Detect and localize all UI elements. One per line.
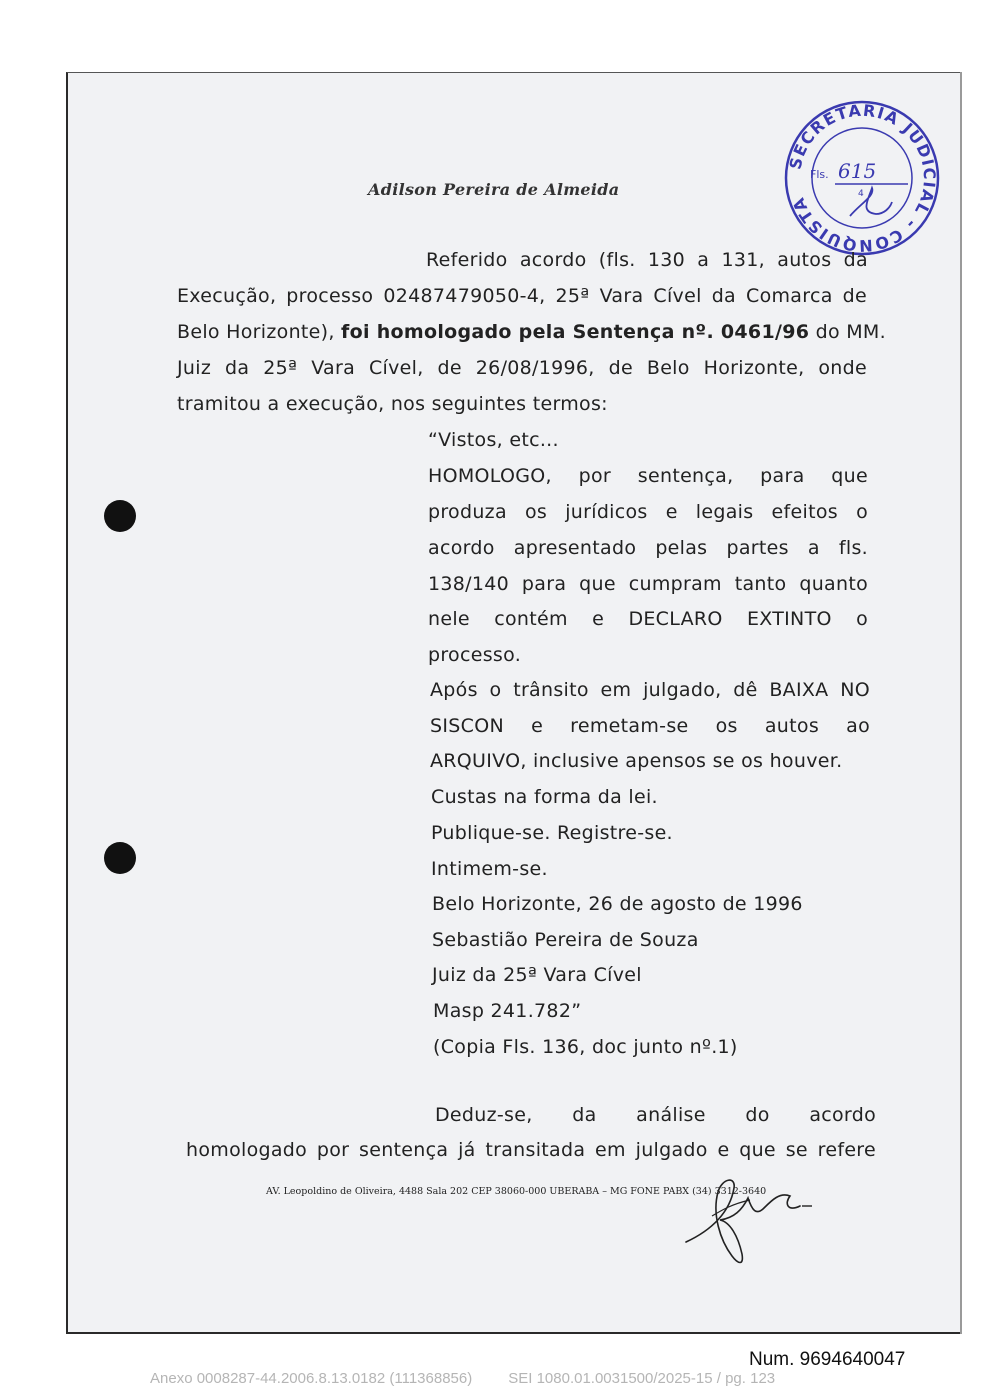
- punch-hole-bottom: [104, 842, 136, 874]
- quote-line13: Intimem-se.: [431, 858, 548, 880]
- stamp-fls-label: Fls.: [810, 168, 829, 181]
- quote-line15: Sebastião Pereira de Souza: [432, 929, 699, 951]
- stamp-initials: [850, 188, 892, 216]
- stamp-ring-text: SECRETARIA JUDICIAL - CONQUISTA: [785, 100, 940, 256]
- quote-line11: Custas na forma da lei.: [431, 786, 658, 808]
- quote-line6: nele contém e DECLARO EXTINTO o: [428, 608, 868, 630]
- document-number: Num. 9694640047: [749, 1349, 906, 1370]
- quote-line9: SISCON e remetam-se os autos ao: [430, 715, 870, 737]
- annex-reference: Anexo 0008287-44.2006.8.13.0182 (111368856) SEI 1080.01.0031500/2025-15 / pg. 123: [150, 1370, 776, 1387]
- quote-line12: Publique-se. Registre-se.: [431, 822, 673, 844]
- para1-line1: Referido acordo (fls. 130 a 131, autos da: [426, 249, 868, 271]
- page-edge: [960, 72, 962, 1334]
- quote-line17: Masp 241.782”: [433, 1000, 582, 1022]
- punch-hole-top: [104, 500, 136, 532]
- closing-line1: Deduz-se, da análise do acordo: [435, 1104, 876, 1126]
- quote-line3: produza os jurídicos e legais efeitos o: [428, 501, 868, 523]
- quote-line10: ARQUIVO, inclusive apensos se os houver.: [430, 750, 843, 772]
- quote-line7: processo.: [428, 644, 522, 666]
- footer-address: AV. Leopoldino de Oliveira, 4488 Sala 202 CEP 38060-000 UBERABA – MG FONE PABX (34) 3312-3640: [266, 1186, 767, 1197]
- quote-line4: acordo apresentado pelas partes a fls.: [428, 537, 868, 559]
- court-stamp: [780, 96, 944, 260]
- quote-line5: 138/140 para que cumpram tanto quanto: [428, 573, 868, 595]
- quote-line8: Após o trânsito em julgado, dê BAIXA NO: [430, 679, 870, 701]
- stamp-small-number: 4: [858, 189, 864, 199]
- para1-line5: tramitou a execução, nos seguintes termos:: [177, 393, 608, 415]
- closing-line2: homologado por sentença já transitada em julgado e que se refere: [186, 1139, 876, 1161]
- quote-line18: (Copia Fls. 136, doc junto nº.1): [433, 1036, 738, 1058]
- stamp-fls-value: 615: [838, 159, 877, 183]
- para1-line4: Juiz da 25ª Vara Cível, de 26/08/1996, de Belo Horizonte, onde: [177, 357, 867, 379]
- quote-line16: Juiz da 25ª Vara Cível: [432, 964, 642, 986]
- handwritten-signature: [672, 1170, 822, 1280]
- para1-line3: Belo Horizonte), foi homologado pela Sentença nº. 0461/96 do MM.: [177, 321, 886, 343]
- quote-line1: “Vistos, etc...: [428, 429, 559, 451]
- letterhead-name: Adilson Pereira de Almeida: [368, 180, 620, 199]
- quote-line2: HOMOLOGO, por sentença, para que: [428, 465, 868, 487]
- para1-line2: Execução, processo 02487479050-4, 25ª Vara Cível da Comarca de: [177, 285, 867, 307]
- quote-line14: Belo Horizonte, 26 de agosto de 1996: [432, 893, 803, 915]
